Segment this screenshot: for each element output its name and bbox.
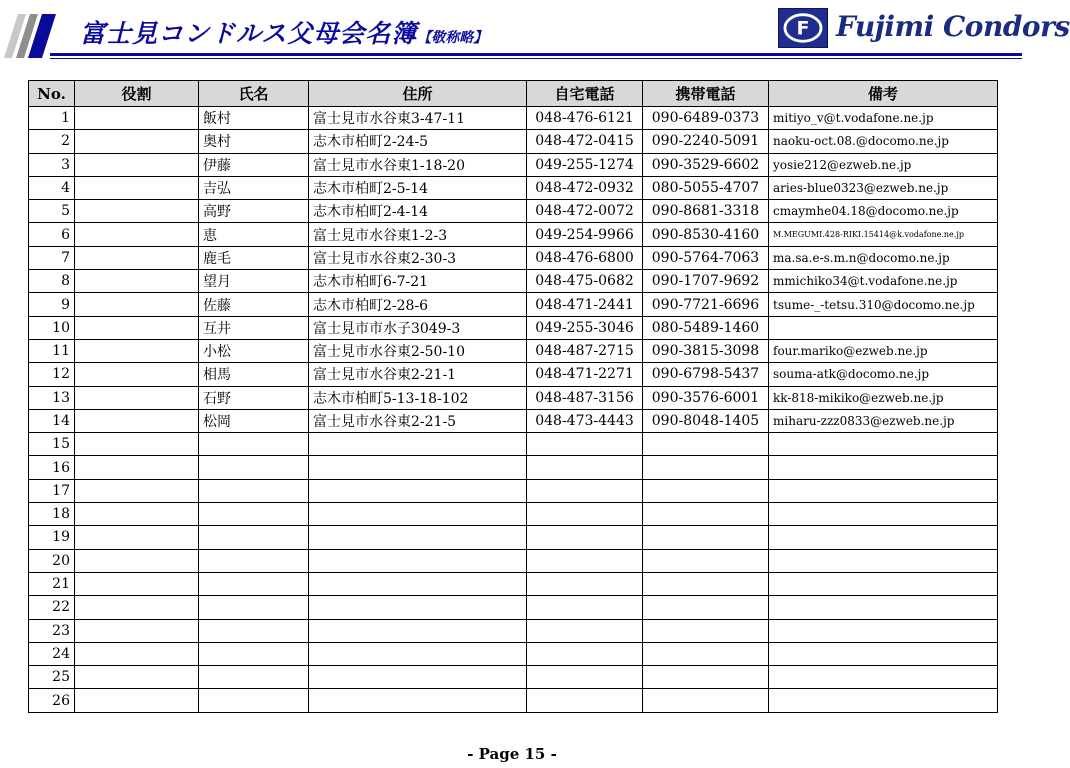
cell-mobile-phone: [643, 433, 769, 456]
cell-mobile-phone: 090-8530-4160: [643, 223, 769, 246]
cell-notes: naoku-oct.08.@docomo.ne.jp: [769, 130, 998, 153]
cell-name: [199, 479, 309, 502]
cell-name: 小松: [199, 339, 309, 362]
cell-no: 21: [29, 572, 75, 595]
cell-no: 16: [29, 456, 75, 479]
cell-role: [75, 107, 199, 130]
cell-no: 12: [29, 363, 75, 386]
cell-role: [75, 176, 199, 199]
table-row: [29, 130, 998, 153]
cell-home-phone: [527, 689, 643, 712]
cell-mobile-phone: [643, 456, 769, 479]
logo-text: Fujimi Condors: [836, 10, 1070, 43]
cell-name: [199, 526, 309, 549]
cell-home-phone: [527, 572, 643, 595]
cell-home-phone: [527, 596, 643, 619]
cell-role: [75, 153, 199, 176]
logo-mark-letter: F: [796, 17, 810, 40]
cell-no: 17: [29, 479, 75, 502]
cell-notes: mmichiko34@t.vodafone.ne.jp: [769, 270, 998, 293]
cell-address: [309, 503, 527, 526]
cell-name: [199, 619, 309, 642]
table-row: [29, 223, 998, 246]
cell-no: 2: [29, 130, 75, 153]
table-row: [29, 270, 998, 293]
page-title: [80, 14, 487, 50]
cell-notes: ma.sa.e-s.m.n@docomo.ne.jp: [769, 246, 998, 269]
cell-no: 1: [29, 107, 75, 130]
cell-no: 20: [29, 549, 75, 572]
cell-home-phone: [527, 549, 643, 572]
cell-no: 25: [29, 666, 75, 689]
logo-mark-icon: [778, 8, 828, 48]
table-row: [29, 293, 998, 316]
cell-role: [75, 666, 199, 689]
cell-role: [75, 316, 199, 339]
cell-no: 22: [29, 596, 75, 619]
table-row: [29, 107, 998, 130]
table-row: [29, 503, 998, 526]
cell-name: 伊藤: [199, 153, 309, 176]
table-row: [29, 456, 998, 479]
table-row: [29, 200, 998, 223]
cell-notes: [769, 549, 998, 572]
cell-notes: [769, 572, 998, 595]
cell-role: [75, 549, 199, 572]
cell-no: 13: [29, 386, 75, 409]
header-rule-thick: [50, 53, 1022, 56]
cell-role: [75, 270, 199, 293]
cell-name: [199, 596, 309, 619]
cell-notes: M.MEGUMI.428-RIKI.15414@k.vodafone.ne.jp: [769, 223, 998, 246]
cell-no: 6: [29, 223, 75, 246]
table-row: [29, 153, 998, 176]
cell-notes: cmaymhe04.18@docomo.ne.jp: [769, 200, 998, 223]
cell-role: [75, 386, 199, 409]
table-row: [29, 619, 998, 642]
cell-address: 志木市柏町2-5-14: [309, 176, 527, 199]
cell-home-phone: [527, 503, 643, 526]
cell-notes: [769, 689, 998, 712]
cell-no: 3: [29, 153, 75, 176]
cell-home-phone: 048-471-2441: [527, 293, 643, 316]
cell-role: [75, 642, 199, 665]
cell-mobile-phone: [643, 596, 769, 619]
cell-role: [75, 526, 199, 549]
cell-notes: souma-atk@docomo.ne.jp: [769, 363, 998, 386]
cell-role: [75, 596, 199, 619]
cell-name: 望月: [199, 270, 309, 293]
cell-home-phone: 049-254-9966: [527, 223, 643, 246]
cell-home-phone: [527, 642, 643, 665]
cell-role: [75, 130, 199, 153]
cell-mobile-phone: 080-5055-4707: [643, 176, 769, 199]
cell-role: [75, 363, 199, 386]
cell-home-phone: 048-487-2715: [527, 339, 643, 362]
cell-address: [309, 456, 527, 479]
cell-name: 佐藤: [199, 293, 309, 316]
table-row: [29, 666, 998, 689]
column-header-mobile-phone: 携帯電話: [643, 81, 769, 107]
cell-address: 富士見市市水子3049-3: [309, 316, 527, 339]
cell-home-phone: 048-476-6800: [527, 246, 643, 269]
cell-mobile-phone: [643, 619, 769, 642]
cell-name: 松岡: [199, 409, 309, 432]
cell-mobile-phone: 090-2240-5091: [643, 130, 769, 153]
cell-no: 11: [29, 339, 75, 362]
cell-address: 富士見市水谷東2-21-5: [309, 409, 527, 432]
cell-home-phone: 048-472-0932: [527, 176, 643, 199]
cell-no: 5: [29, 200, 75, 223]
cell-home-phone: 048-472-0415: [527, 130, 643, 153]
table-row: [29, 479, 998, 502]
column-header-name: 氏名: [199, 81, 309, 107]
cell-address: 富士見市水谷東2-30-3: [309, 246, 527, 269]
cell-mobile-phone: [643, 549, 769, 572]
cell-address: 志木市柏町5-13-18-102: [309, 386, 527, 409]
cell-address: 富士見市水谷東3-47-11: [309, 107, 527, 130]
header-stripes-decoration: [4, 14, 56, 58]
cell-notes: [769, 479, 998, 502]
cell-no: 9: [29, 293, 75, 316]
table-row: [29, 689, 998, 712]
page-number: - Page 15 -: [467, 745, 557, 763]
cell-name: 奥村: [199, 130, 309, 153]
cell-mobile-phone: [643, 689, 769, 712]
table-row: [29, 386, 998, 409]
cell-home-phone: [527, 526, 643, 549]
cell-role: [75, 619, 199, 642]
column-header-notes: 備考: [769, 81, 998, 107]
page-title-text: 富士見コンドルス父母会名簿: [80, 19, 418, 48]
cell-mobile-phone: 090-5764-7063: [643, 246, 769, 269]
cell-address: 志木市柏町2-24-5: [309, 130, 527, 153]
cell-notes: four.mariko@ezweb.ne.jp: [769, 339, 998, 362]
table-row: [29, 526, 998, 549]
cell-notes: [769, 619, 998, 642]
cell-no: 18: [29, 503, 75, 526]
cell-name: 鹿毛: [199, 246, 309, 269]
header-rule-thin: [50, 58, 1022, 59]
cell-notes: [769, 503, 998, 526]
cell-mobile-phone: 090-6489-0373: [643, 107, 769, 130]
cell-notes: [769, 596, 998, 619]
cell-home-phone: [527, 619, 643, 642]
cell-home-phone: [527, 433, 643, 456]
cell-name: [199, 433, 309, 456]
cell-role: [75, 572, 199, 595]
cell-role: [75, 409, 199, 432]
page-header: [0, 0, 1070, 70]
cell-mobile-phone: [643, 503, 769, 526]
cell-notes: kk-818-mikiko@ezweb.ne.jp: [769, 386, 998, 409]
table-row: [29, 642, 998, 665]
table-row: [29, 549, 998, 572]
cell-address: [309, 689, 527, 712]
cell-notes: tsume-_-tetsu.310@docomo.ne.jp: [769, 293, 998, 316]
table-row: [29, 433, 998, 456]
cell-role: [75, 689, 199, 712]
column-header-home-phone: 自宅電話: [527, 81, 643, 107]
cell-role: [75, 246, 199, 269]
cell-mobile-phone: 090-3576-6001: [643, 386, 769, 409]
cell-notes: [769, 526, 998, 549]
cell-address: 富士見市水谷東1-18-20: [309, 153, 527, 176]
cell-mobile-phone: [643, 642, 769, 665]
column-header-role: 役割: [75, 81, 199, 107]
cell-address: [309, 433, 527, 456]
cell-address: [309, 549, 527, 572]
cell-role: [75, 456, 199, 479]
cell-address: 志木市柏町2-4-14: [309, 200, 527, 223]
cell-address: [309, 526, 527, 549]
table-row: [29, 176, 998, 199]
cell-mobile-phone: 090-3529-6602: [643, 153, 769, 176]
cell-role: [75, 293, 199, 316]
cell-role: [75, 433, 199, 456]
cell-home-phone: [527, 666, 643, 689]
cell-mobile-phone: 080-5489-1460: [643, 316, 769, 339]
cell-address: [309, 479, 527, 502]
cell-notes: [769, 642, 998, 665]
cell-notes: [769, 666, 998, 689]
cell-role: [75, 503, 199, 526]
cell-address: [309, 619, 527, 642]
cell-home-phone: 048-471-2271: [527, 363, 643, 386]
cell-address: [309, 596, 527, 619]
cell-no: 26: [29, 689, 75, 712]
cell-no: 23: [29, 619, 75, 642]
cell-no: 15: [29, 433, 75, 456]
cell-no: 19: [29, 526, 75, 549]
cell-notes: [769, 316, 998, 339]
cell-name: 高野: [199, 200, 309, 223]
cell-mobile-phone: 090-1707-9692: [643, 270, 769, 293]
cell-home-phone: 048-476-6121: [527, 107, 643, 130]
cell-notes: mitiyo_v@t.vodafone.ne.jp: [769, 107, 998, 130]
cell-home-phone: 049-255-3046: [527, 316, 643, 339]
column-header-address: 住所: [309, 81, 527, 107]
member-roster-table: [28, 80, 998, 713]
cell-notes: [769, 456, 998, 479]
cell-name: [199, 666, 309, 689]
cell-name: 互井: [199, 316, 309, 339]
cell-home-phone: 048-472-0072: [527, 200, 643, 223]
cell-notes: aries-blue0323@ezweb.ne.jp: [769, 176, 998, 199]
cell-mobile-phone: 090-8681-3318: [643, 200, 769, 223]
cell-mobile-phone: 090-8048-1405: [643, 409, 769, 432]
cell-name: 飯村: [199, 107, 309, 130]
cell-mobile-phone: [643, 572, 769, 595]
cell-no: 10: [29, 316, 75, 339]
cell-name: [199, 689, 309, 712]
cell-mobile-phone: 090-7721-6696: [643, 293, 769, 316]
cell-mobile-phone: 090-3815-3098: [643, 339, 769, 362]
cell-home-phone: 048-473-4443: [527, 409, 643, 432]
cell-name: [199, 572, 309, 595]
cell-mobile-phone: [643, 526, 769, 549]
page-title-subtitle: 【敬称略】: [417, 30, 488, 46]
cell-name: 吉弘: [199, 176, 309, 199]
cell-no: 7: [29, 246, 75, 269]
cell-notes: miharu-zzz0833@ezweb.ne.jp: [769, 409, 998, 432]
cell-no: 8: [29, 270, 75, 293]
cell-name: 恵: [199, 223, 309, 246]
cell-name: 相馬: [199, 363, 309, 386]
cell-address: [309, 666, 527, 689]
table-row: [29, 363, 998, 386]
table-row: [29, 572, 998, 595]
cell-name: [199, 503, 309, 526]
cell-mobile-phone: [643, 479, 769, 502]
cell-name: [199, 642, 309, 665]
cell-home-phone: [527, 456, 643, 479]
table-row: [29, 409, 998, 432]
cell-address: [309, 642, 527, 665]
cell-role: [75, 479, 199, 502]
fujimi-condors-logo: [778, 8, 1070, 50]
cell-no: 4: [29, 176, 75, 199]
cell-mobile-phone: [643, 666, 769, 689]
cell-role: [75, 339, 199, 362]
cell-address: 富士見市水谷東2-21-1: [309, 363, 527, 386]
table-row: [29, 316, 998, 339]
cell-address: 富士見市水谷東1-2-3: [309, 223, 527, 246]
column-header-no: No.: [29, 81, 75, 107]
table-header-row: [29, 81, 998, 107]
cell-no: 14: [29, 409, 75, 432]
cell-name: [199, 456, 309, 479]
cell-address: 志木市柏町2-28-6: [309, 293, 527, 316]
cell-home-phone: 048-475-0682: [527, 270, 643, 293]
cell-notes: yosie212@ezweb.ne.jp: [769, 153, 998, 176]
cell-home-phone: 048-487-3156: [527, 386, 643, 409]
cell-notes: [769, 433, 998, 456]
table-row: [29, 246, 998, 269]
cell-home-phone: 049-255-1274: [527, 153, 643, 176]
cell-address: 志木市柏町6-7-21: [309, 270, 527, 293]
cell-address: 富士見市水谷東2-50-10: [309, 339, 527, 362]
table-row: [29, 339, 998, 362]
cell-no: 24: [29, 642, 75, 665]
cell-address: [309, 572, 527, 595]
cell-home-phone: [527, 479, 643, 502]
cell-role: [75, 223, 199, 246]
cell-role: [75, 200, 199, 223]
table-row: [29, 596, 998, 619]
cell-name: [199, 549, 309, 572]
cell-name: 石野: [199, 386, 309, 409]
cell-mobile-phone: 090-6798-5437: [643, 363, 769, 386]
